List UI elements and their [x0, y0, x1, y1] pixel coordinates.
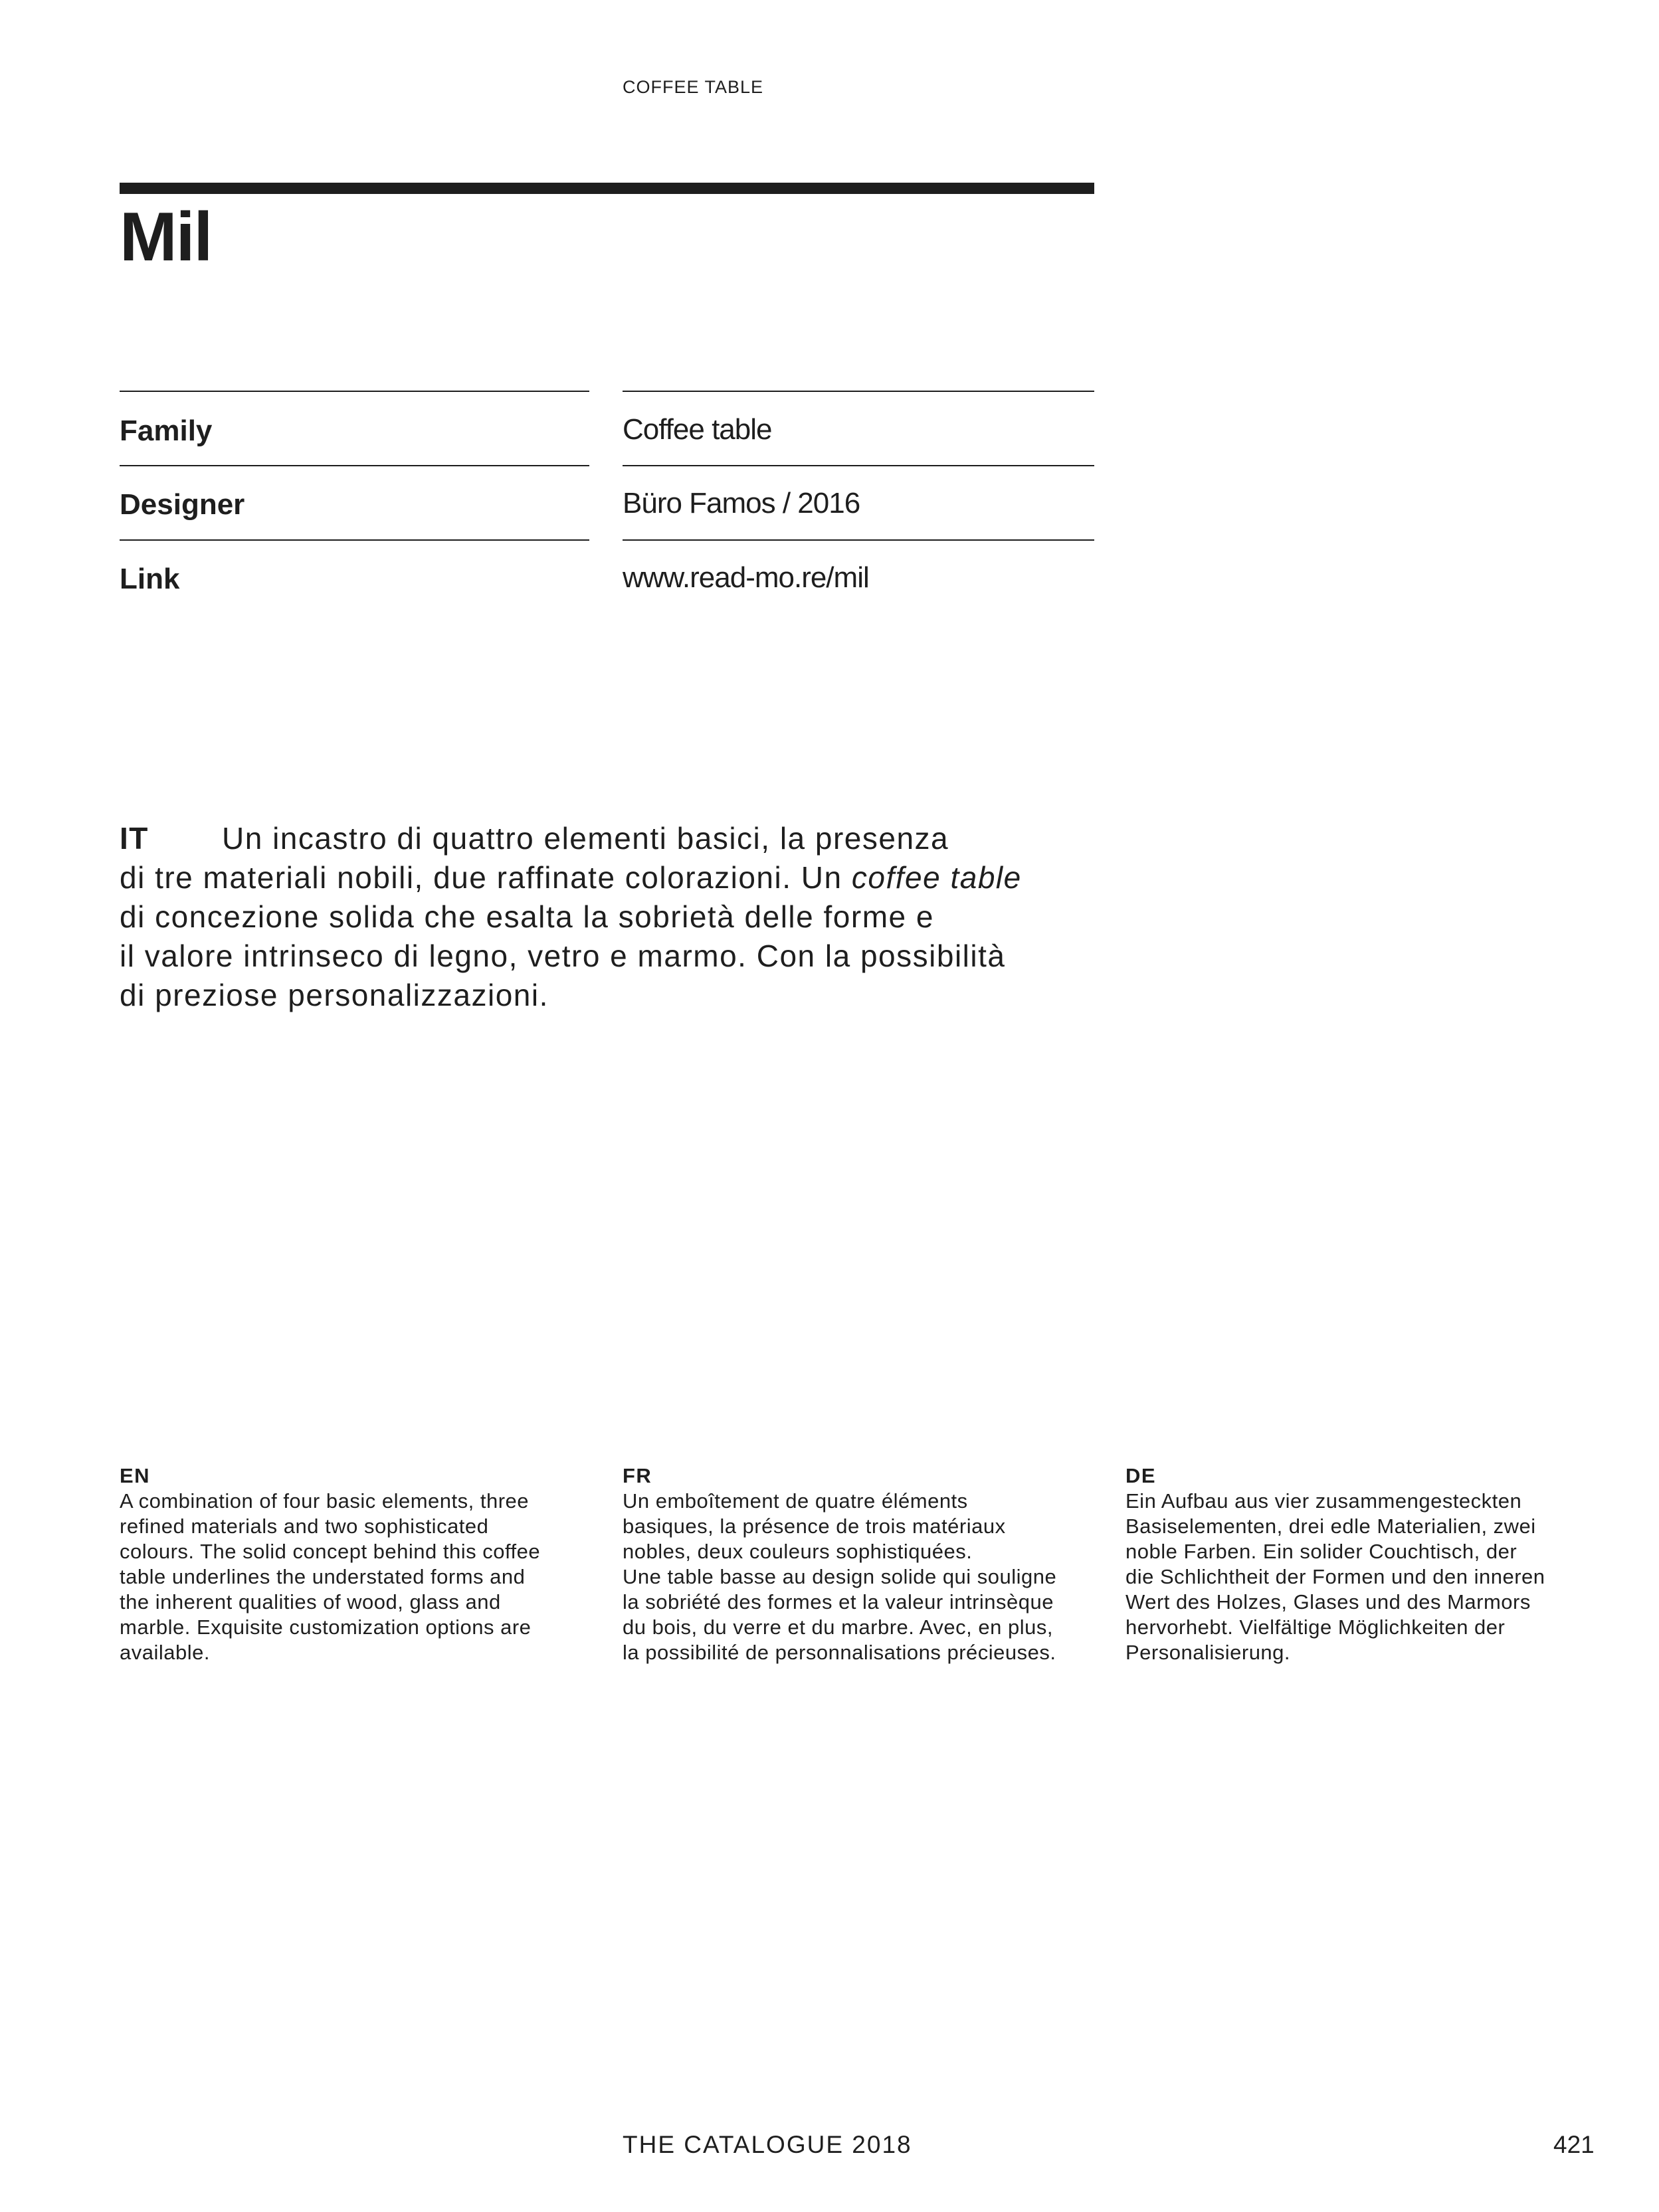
en-line: refined materials and two sophisticated: [120, 1515, 489, 1538]
fr-line: du bois, du verre et du marbre. Avec, en plus,: [623, 1615, 1053, 1639]
fr-line: la possibilité de personnalisations précieuses.: [623, 1641, 1056, 1664]
en-line: A combination of four basic elements, three: [120, 1489, 529, 1513]
de-line: Ein Aufbau aus vier zusammengesteckten: [1125, 1489, 1522, 1513]
spec-divider: [120, 539, 589, 541]
spec-label-designer: Designer: [120, 488, 245, 521]
it-emphasis: coffee table: [851, 860, 1022, 895]
fr-line: basiques, la présence de trois matériaux: [623, 1515, 1006, 1538]
lang-code-de: DE: [1125, 1464, 1157, 1487]
spec-label-family: Family: [120, 415, 213, 447]
it-line: di preziose personalizzazioni.: [120, 978, 549, 1012]
title-rule: [120, 183, 1094, 194]
lang-code-fr: FR: [623, 1464, 652, 1487]
en-line: the inherent qualities of wood, glass and: [120, 1590, 501, 1613]
de-line: Personalisierung.: [1125, 1641, 1291, 1664]
de-line: noble Farben. Ein solider Couchtisch, der: [1125, 1540, 1517, 1563]
spec-value-link[interactable]: www.read-mo.re/mil: [623, 561, 869, 594]
spec-divider: [623, 465, 1094, 466]
en-line: marble. Exquisite customization options are: [120, 1615, 532, 1639]
page-number: 421: [1553, 2131, 1595, 2158]
spec-value-family: Coffee table: [623, 413, 772, 446]
fr-line: Un emboîtement de quatre éléments: [623, 1489, 968, 1513]
lang-code-en: EN: [120, 1464, 151, 1487]
italian-description: [120, 819, 1103, 1015]
de-line: Basiselementen, drei edle Materialien, zwei: [1125, 1515, 1536, 1538]
german-description: [1125, 1463, 1591, 1665]
spec-value-designer: Büro Famos / 2016: [623, 487, 860, 519]
english-description: [120, 1463, 585, 1665]
it-line: di concezione solida che esalta la sobrietà delle forme e: [120, 899, 934, 934]
en-line: table underlines the understated forms and: [120, 1565, 526, 1588]
de-line: Wert des Holzes, Glases und des Marmors: [1125, 1590, 1531, 1613]
en-line: colours. The solid concept behind this coffee: [120, 1540, 541, 1563]
catalogue-footer: THE CATALOGUE 2018: [623, 2131, 912, 2158]
spec-label-link: Link: [120, 563, 180, 595]
de-line: hervorhebt. Vielfältige Möglichkeiten der: [1125, 1615, 1506, 1639]
section-label: COFFEE TABLE: [623, 77, 764, 97]
page-title: Mil: [120, 199, 212, 276]
spec-divider: [120, 465, 589, 466]
fr-line: nobles, deux couleurs sophistiquées.: [623, 1540, 973, 1563]
spec-divider: [120, 391, 589, 392]
de-line: die Schlichtheit der Formen und den inneren: [1125, 1565, 1545, 1588]
it-line: Un incastro di quattro elementi basici, la presenza: [222, 821, 949, 856]
fr-line: Une table basse au design solide qui souligne: [623, 1565, 1057, 1588]
french-description: [623, 1463, 1088, 1665]
fr-line: la sobriété des formes et la valeur intrinsèque: [623, 1590, 1054, 1613]
en-line: available.: [120, 1641, 210, 1664]
lang-code-it: IT: [120, 821, 149, 856]
spec-divider: [623, 391, 1094, 392]
it-line: il valore intrinseco di legno, vetro e marmo. Con la possibilità: [120, 939, 1006, 973]
spec-divider: [623, 539, 1094, 541]
it-line: di tre materiali nobili, due raffinate colorazioni. Un: [120, 860, 852, 895]
